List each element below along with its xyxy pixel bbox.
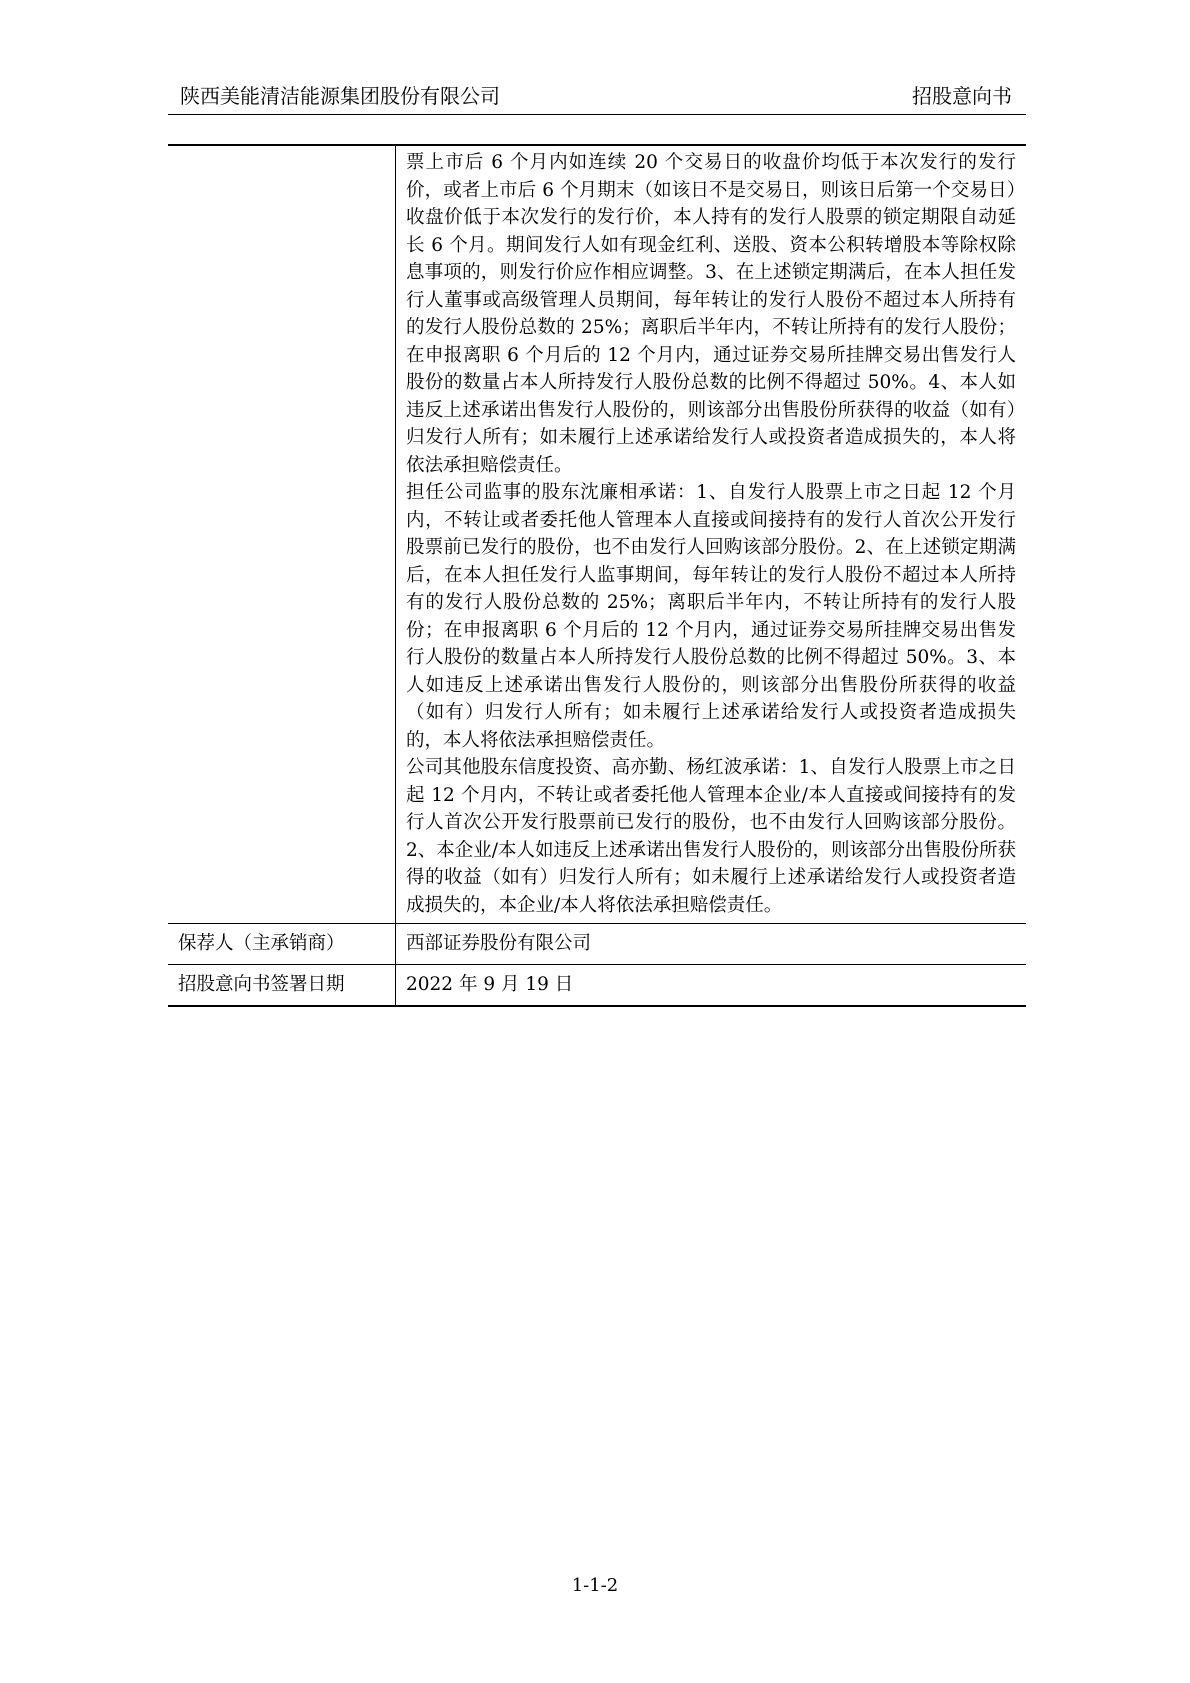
commitment-content-cell — [396, 145, 1027, 924]
commitment-label-cell — [168, 145, 396, 924]
commitment-row — [168, 145, 1026, 924]
signing-date-label: 招股意向书签署日期 — [168, 965, 396, 1007]
document-type: 招股意向书 — [912, 84, 1012, 108]
signing-date-row — [168, 965, 1026, 1007]
offering-info-table — [168, 144, 1026, 1007]
commitment-paragraph-directors: 票上市后 6 个月内如连续 20 个交易日的收盘价均低于本次发行的发行价，或者上市后 6 个月期末（如该日不是交易日，则该日后第一个交易日）收盘价低于本次发行的发行价，本人持有的发行人股票的锁定期限自动延长 6 个月。期间发行人如有现金红利、送股、资本公积转增股本等除权除息事项的，则发行价应作相应调整。3、在上述锁定期满后，在本人担任发行人董事或高级管理人员期间，每年转让的发行人股份不超过本人所持有的发行人股份总数的 25%；离职后半年内，不转让所持有的发行人股份；在申报离职 6 个月后的 12 个月内，通过证券交易所挂牌交易出售发行人股份的数量占本人所持发行人股份总数的比例不得超过 50%。4、本人如违反上述承诺出售发行人股份的，则该部分出售股份所获得的收益（如有）归发行人所有；如未履行上述承诺给发行人或投资者造成损失的，本人将依法承担赔偿责任。 — [406, 152, 1016, 476]
sponsor-row — [168, 924, 1026, 965]
signing-date-value: 2022 年 9 月 19 日 — [396, 965, 1027, 1007]
sponsor-label: 保荐人（主承销商） — [168, 924, 396, 965]
commitment-paragraph-supervisor: 担任公司监事的股东沈廉相承诺：1、自发行人股票上市之日起 12 个月内，不转让或者委托他人管理本人直接或间接持有的发行人首次公开发行股票前已发行的股份，也不由发行人回购该部分股份。2、在上述锁定期满后，在本人担任发行人监事期间，每年转让的发行人股份不超过本人所持有的发行人股份总数的 25%；离职后半年内，不转让所持有的发行人股份；在申报离职 6 个月后的 12 个月内，通过证券交易所挂牌交易出售发行人股份的数量占本人所持发行人股份总数的比例不得超过 50%。3、本人如违反上述承诺出售发行人股份的，则该部分出售股份所获得的收益（如有）归发行人所有；如未履行上述承诺给发行人或投资者造成损失的，本人将依法承担赔偿责任。 — [406, 482, 1016, 751]
commitment-paragraph-other-shareholders: 公司其他股东信度投资、高亦勤、杨红波承诺：1、自发行人股票上市之日起 12 个月内，不转让或者委托他人管理本企业/本人直接或间接持有的发行人首次公开发行股票前已发行的股份，也不由发行人回购该部分股份。2、本企业/本人如违反上述承诺出售发行人股份的，则该部分出售股份所获得的收益（如有）归发行人所有；如未履行上述承诺给发行人或投资者造成损失的，本企业/本人将依法承担赔偿责任。 — [406, 757, 1017, 916]
sponsor-value: 西部证券股份有限公司 — [396, 924, 1027, 965]
company-name: 陕西美能清洁能源集团股份有限公司 — [180, 84, 500, 108]
page-header — [168, 84, 1026, 115]
page-number: 1-1-2 — [571, 1575, 619, 1596]
